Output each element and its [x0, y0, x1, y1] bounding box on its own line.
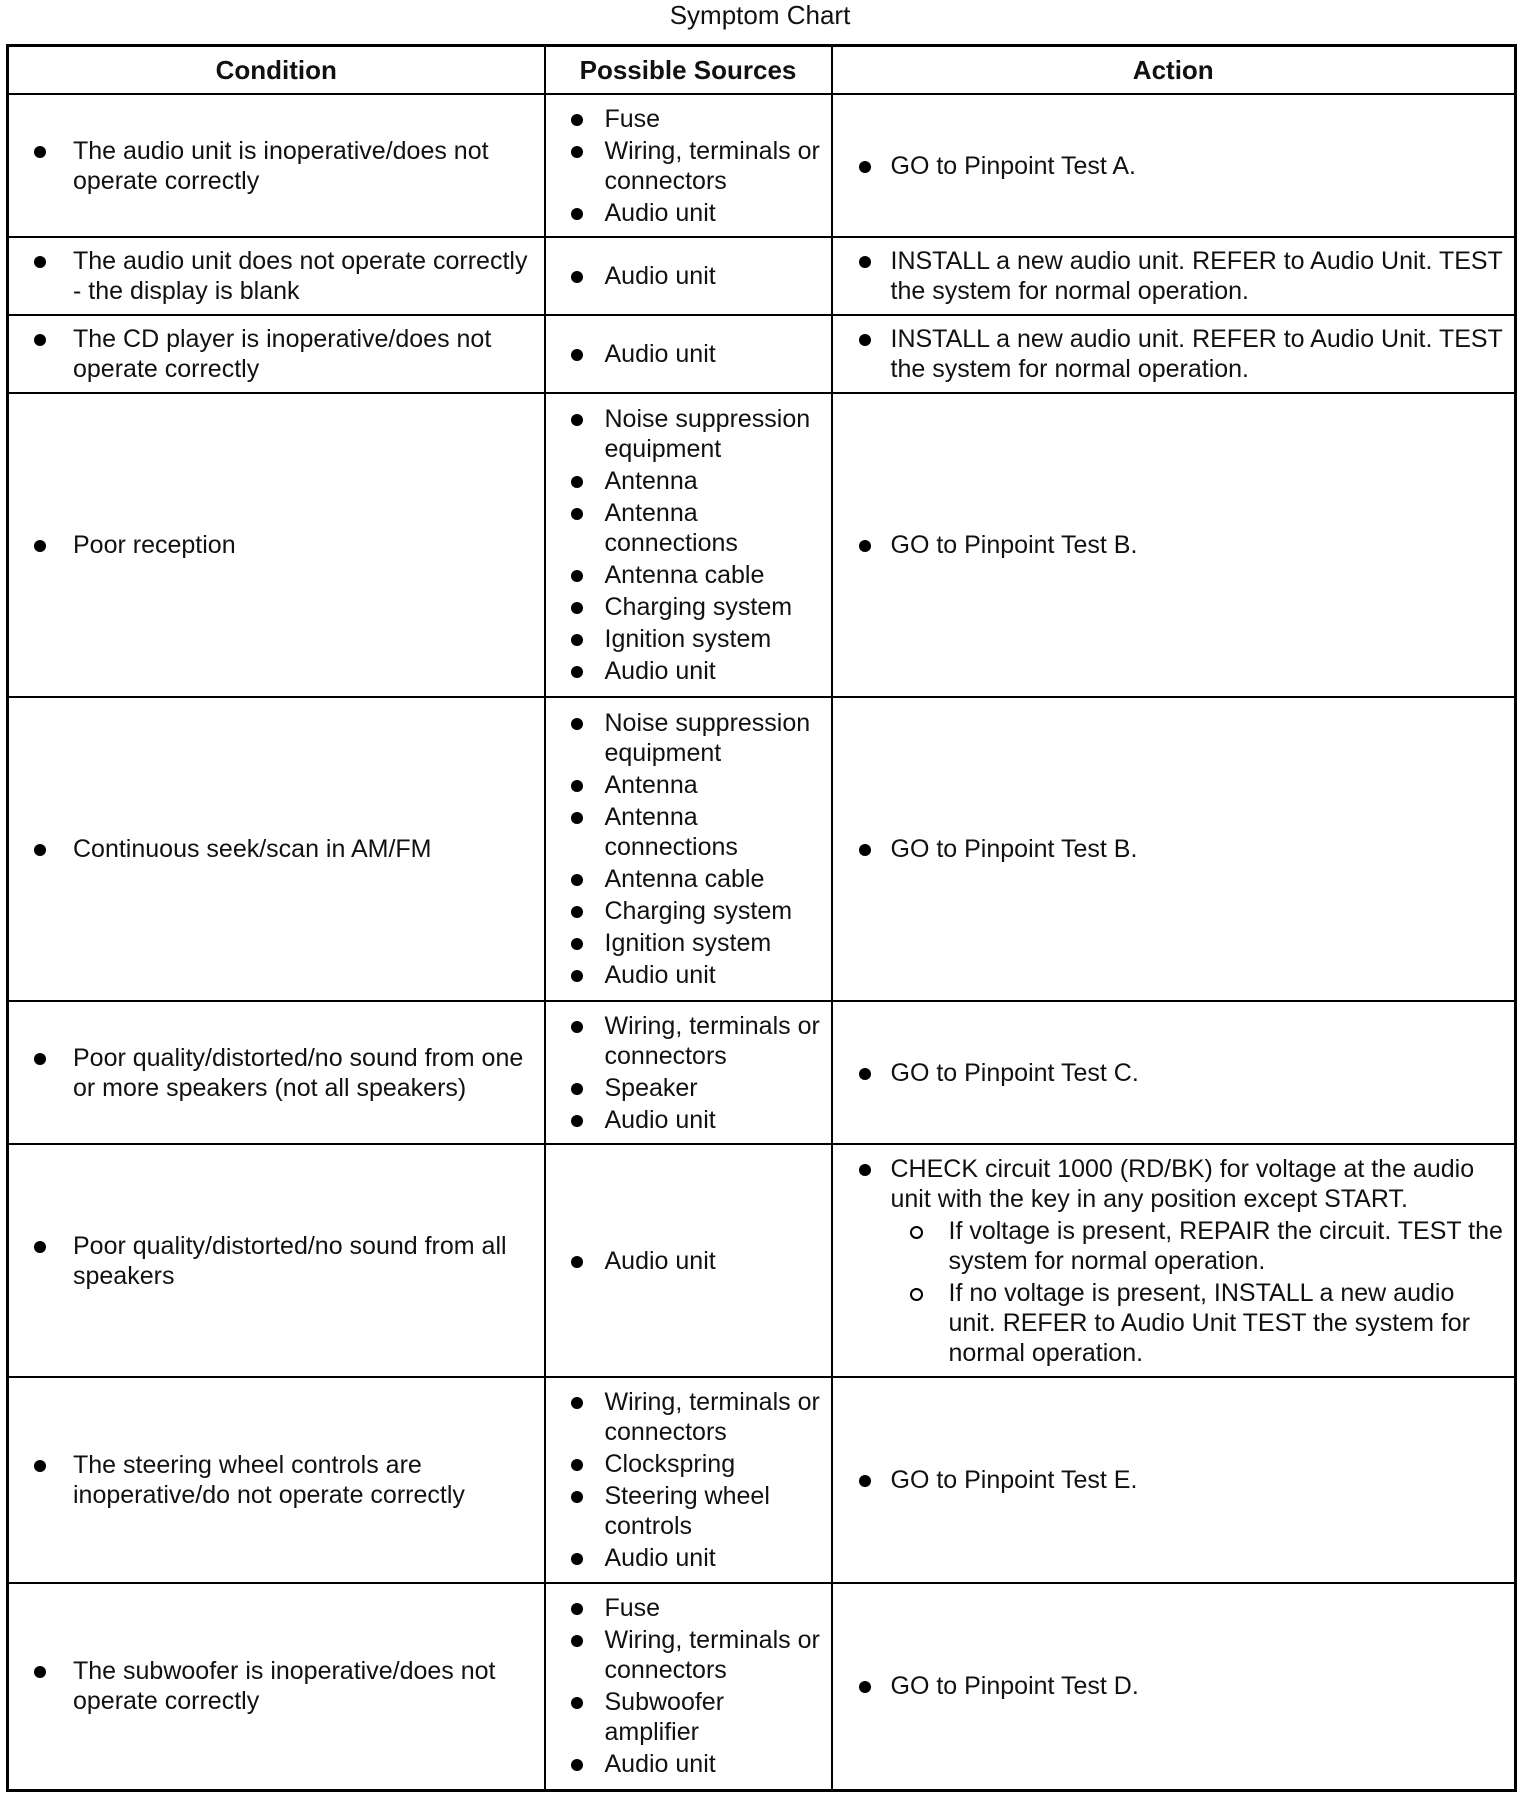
- list-item: [546, 104, 823, 134]
- action-cell: [832, 1377, 1516, 1583]
- bullet-icon: [34, 1241, 46, 1253]
- table-row: [8, 393, 1516, 697]
- bullet-icon: [571, 146, 583, 158]
- source-text: Antenna connections: [604, 803, 738, 861]
- source-text: Audio unit: [604, 340, 716, 368]
- list-item: [546, 1481, 823, 1541]
- table-row: [8, 1144, 1516, 1377]
- list-item: [546, 802, 823, 862]
- bullet-icon: [571, 1459, 583, 1471]
- hollow-bullet-icon: [910, 1288, 923, 1301]
- symptom-chart-table: [6, 44, 1517, 1792]
- list-item: [546, 404, 823, 464]
- action-text: INSTALL a new audio unit. REFER to Audio Unit. TEST the system for normal operation.: [890, 325, 1503, 383]
- bullet-icon: [571, 634, 583, 646]
- list-item: [546, 864, 823, 894]
- source-text: Ignition system: [604, 929, 772, 957]
- list-item: [546, 1011, 823, 1071]
- list-item: [833, 1671, 1507, 1701]
- source-text: Audio unit: [604, 1246, 716, 1275]
- source-text: Antenna cable: [604, 865, 765, 893]
- list-item: [546, 1246, 823, 1276]
- bullet-icon: [571, 1603, 583, 1615]
- source-text: Audio unit: [604, 961, 716, 989]
- list-item: [9, 324, 536, 384]
- sources-cell: [545, 1001, 832, 1144]
- bullet-icon: [571, 718, 583, 730]
- condition-cell: [8, 1377, 545, 1583]
- bullet-icon: [571, 1759, 583, 1771]
- source-text: Wiring, terminals or connectors: [604, 1626, 820, 1685]
- table-row: [8, 1583, 1516, 1790]
- bullet-icon: [571, 780, 583, 792]
- action-cell: [832, 94, 1516, 237]
- action-cell: [832, 1583, 1516, 1790]
- source-text: Speaker: [604, 1073, 698, 1102]
- list-item: [833, 530, 1507, 560]
- list-item: [546, 560, 823, 590]
- condition-cell: [8, 393, 545, 697]
- bullet-icon: [571, 1635, 583, 1647]
- bullet-icon: [571, 1697, 583, 1709]
- condition-text: The audio unit does not operate correctly - the display is blank: [73, 247, 528, 305]
- list-item: [546, 896, 823, 926]
- source-text: Wiring, terminals or connectors: [604, 136, 820, 195]
- list-item: [9, 530, 536, 560]
- action-text: GO to Pinpoint Test B.: [890, 835, 1138, 863]
- list-item: [9, 136, 536, 196]
- bullet-icon: [571, 414, 583, 426]
- bullet-icon: [571, 570, 583, 582]
- source-text: Clockspring: [604, 1450, 736, 1478]
- list-item: [833, 246, 1507, 306]
- source-text: Audio unit: [604, 262, 716, 290]
- list-item: [546, 656, 823, 686]
- source-text: Subwoofer amplifier: [604, 1688, 725, 1747]
- source-text: Audio unit: [604, 1750, 716, 1779]
- action-cell: [832, 697, 1516, 1001]
- condition-text: Continuous seek/scan in AM/FM: [73, 835, 432, 863]
- action-text: GO to Pinpoint Test B.: [890, 531, 1138, 559]
- bullet-icon: [859, 1068, 871, 1080]
- bullet-icon: [571, 476, 583, 488]
- sub-list-item: [891, 1278, 1507, 1368]
- bullet-icon: [571, 271, 583, 283]
- bullet-icon: [34, 1053, 46, 1065]
- bullet-icon: [34, 844, 46, 856]
- condition-cell: [8, 697, 545, 1001]
- list-item: [9, 1231, 536, 1291]
- action-text: CHECK circuit 1000 (RD/BK) for voltage at the audio unit with the key in any position except START.: [890, 1154, 1475, 1213]
- list-item: [546, 261, 823, 291]
- bullet-icon: [571, 349, 583, 361]
- action-cell: [832, 393, 1516, 697]
- list-item: [546, 1625, 823, 1685]
- header-row: [8, 46, 1516, 95]
- source-text: Wiring, terminals or connectors: [604, 1011, 820, 1070]
- list-item: [546, 1105, 823, 1135]
- condition-text: Poor quality/distorted/no sound from all speakers: [73, 1231, 507, 1290]
- bullet-icon: [34, 1666, 46, 1678]
- source-text: Audio unit: [604, 198, 716, 227]
- action-text: GO to Pinpoint Test C.: [890, 1058, 1139, 1087]
- list-item: [546, 198, 823, 228]
- bullet-icon: [859, 540, 871, 552]
- source-text: Charging system: [604, 593, 793, 621]
- bullet-icon: [859, 1681, 871, 1693]
- bullet-icon: [859, 334, 871, 346]
- list-item: [546, 928, 823, 958]
- source-text: Ignition system: [604, 625, 772, 653]
- action-text: GO to Pinpoint Test E.: [890, 1466, 1138, 1494]
- source-text: Charging system: [604, 897, 793, 925]
- condition-cell: [8, 1583, 545, 1790]
- bullet-icon: [571, 874, 583, 886]
- list-item: [833, 324, 1507, 384]
- bullet-icon: [571, 1397, 583, 1409]
- list-item: [546, 1543, 823, 1573]
- header-action: Action: [832, 46, 1516, 95]
- table-row: [8, 1001, 1516, 1144]
- action-text: GO to Pinpoint Test D.: [890, 1672, 1139, 1701]
- action-cell: [832, 1144, 1516, 1377]
- action-cell: [832, 1001, 1516, 1144]
- source-text: Audio unit: [604, 1544, 716, 1572]
- sources-cell: [545, 697, 832, 1001]
- bullet-icon: [571, 812, 583, 824]
- list-item: [546, 1073, 823, 1103]
- hollow-bullet-icon: [910, 1226, 923, 1239]
- table-row: [8, 1377, 1516, 1583]
- source-text: Antenna connections: [604, 499, 738, 557]
- list-item: [546, 1749, 823, 1779]
- sources-cell: [545, 1583, 832, 1790]
- condition-text: The audio unit is inoperative/does not operate correctly: [73, 136, 489, 195]
- condition-cell: [8, 94, 545, 237]
- source-text: Audio unit: [604, 657, 716, 685]
- list-item: [833, 1154, 1507, 1368]
- list-item: [9, 246, 536, 306]
- list-item: [9, 1043, 536, 1103]
- list-item: [546, 624, 823, 654]
- sub-action-text: If no voltage is present, INSTALL a new audio unit. REFER to Audio Unit TEST the system for normal operation.: [948, 1278, 1471, 1367]
- list-item: [833, 151, 1507, 181]
- source-text: Audio unit: [604, 1105, 716, 1134]
- bullet-icon: [571, 938, 583, 950]
- table-row: [8, 697, 1516, 1001]
- bullet-icon: [571, 1115, 583, 1127]
- list-item: [546, 708, 823, 768]
- list-item: [546, 136, 823, 196]
- source-text: Antenna: [604, 771, 698, 799]
- list-item: [546, 960, 823, 990]
- bullet-icon: [571, 208, 583, 220]
- bullet-icon: [34, 256, 46, 268]
- bullet-icon: [571, 906, 583, 918]
- page-title: Symptom Chart: [669, 0, 851, 30]
- bullet-icon: [571, 602, 583, 614]
- table-row: [8, 315, 1516, 393]
- action-text: GO to Pinpoint Test A.: [890, 151, 1137, 180]
- source-text: Wiring, terminals or connectors: [604, 1388, 820, 1446]
- list-item: [546, 1687, 823, 1747]
- source-text: Fuse: [604, 1594, 661, 1623]
- list-item: [546, 1593, 823, 1623]
- bullet-icon: [571, 114, 583, 126]
- condition-cell: [8, 237, 545, 315]
- sources-cell: [545, 237, 832, 315]
- bullet-icon: [571, 1553, 583, 1565]
- source-text: Fuse: [604, 104, 661, 133]
- condition-text: The subwoofer is inoperative/does not operate correctly: [73, 1657, 496, 1716]
- list-item: [546, 1449, 823, 1479]
- list-item: [9, 834, 536, 864]
- bullet-icon: [34, 540, 46, 552]
- action-cell: [832, 237, 1516, 315]
- condition-text: Poor quality/distorted/no sound from one or more speakers (not all speakers): [73, 1043, 524, 1102]
- bullet-icon: [571, 1083, 583, 1095]
- source-text: Noise suppression equipment: [604, 709, 811, 767]
- bullet-icon: [571, 508, 583, 520]
- bullet-icon: [571, 666, 583, 678]
- bullet-icon: [571, 1021, 583, 1033]
- sources-cell: [545, 1144, 832, 1377]
- condition-text: Poor reception: [73, 531, 236, 559]
- list-item: [546, 770, 823, 800]
- list-item: [546, 498, 823, 558]
- action-text: INSTALL a new audio unit. REFER to Audio Unit. TEST the system for normal operation.: [890, 247, 1503, 305]
- source-text: Antenna: [604, 467, 698, 495]
- bullet-icon: [34, 146, 46, 158]
- header-condition: Condition: [8, 46, 545, 95]
- condition-text: The CD player is inoperative/does not operate correctly: [73, 325, 492, 383]
- sources-cell: [545, 94, 832, 237]
- condition-text: The steering wheel controls are inoperative/do not operate correctly: [73, 1451, 465, 1509]
- list-item: [546, 592, 823, 622]
- list-item: [546, 1387, 823, 1447]
- bullet-icon: [34, 334, 46, 346]
- table-row: [8, 237, 1516, 315]
- bullet-icon: [571, 1256, 583, 1268]
- condition-cell: [8, 1001, 545, 1144]
- condition-cell: [8, 315, 545, 393]
- sub-action-text: If voltage is present, REPAIR the circuit. TEST the system for normal operation.: [948, 1216, 1503, 1275]
- list-item: [833, 834, 1507, 864]
- list-item: [546, 339, 823, 369]
- source-text: Steering wheel controls: [604, 1482, 770, 1540]
- list-item: [9, 1656, 536, 1716]
- header-possible-sources: Possible Sources: [545, 46, 832, 95]
- action-cell: [832, 315, 1516, 393]
- list-item: [833, 1465, 1507, 1495]
- bullet-icon: [571, 1491, 583, 1503]
- bullet-icon: [859, 161, 871, 173]
- sub-list-item: [891, 1216, 1507, 1276]
- source-text: Noise suppression equipment: [604, 405, 811, 463]
- bullet-icon: [859, 844, 871, 856]
- sources-cell: [545, 393, 832, 697]
- bullet-icon: [571, 970, 583, 982]
- bullet-icon: [859, 1164, 871, 1176]
- bullet-icon: [859, 1475, 871, 1487]
- sources-cell: [545, 1377, 832, 1583]
- list-item: [9, 1450, 536, 1510]
- list-item: [833, 1058, 1507, 1088]
- source-text: Antenna cable: [604, 561, 765, 589]
- sources-cell: [545, 315, 832, 393]
- condition-cell: [8, 1144, 545, 1377]
- bullet-icon: [859, 256, 871, 268]
- list-item: [546, 466, 823, 496]
- table-row: [8, 94, 1516, 237]
- bullet-icon: [34, 1460, 46, 1472]
